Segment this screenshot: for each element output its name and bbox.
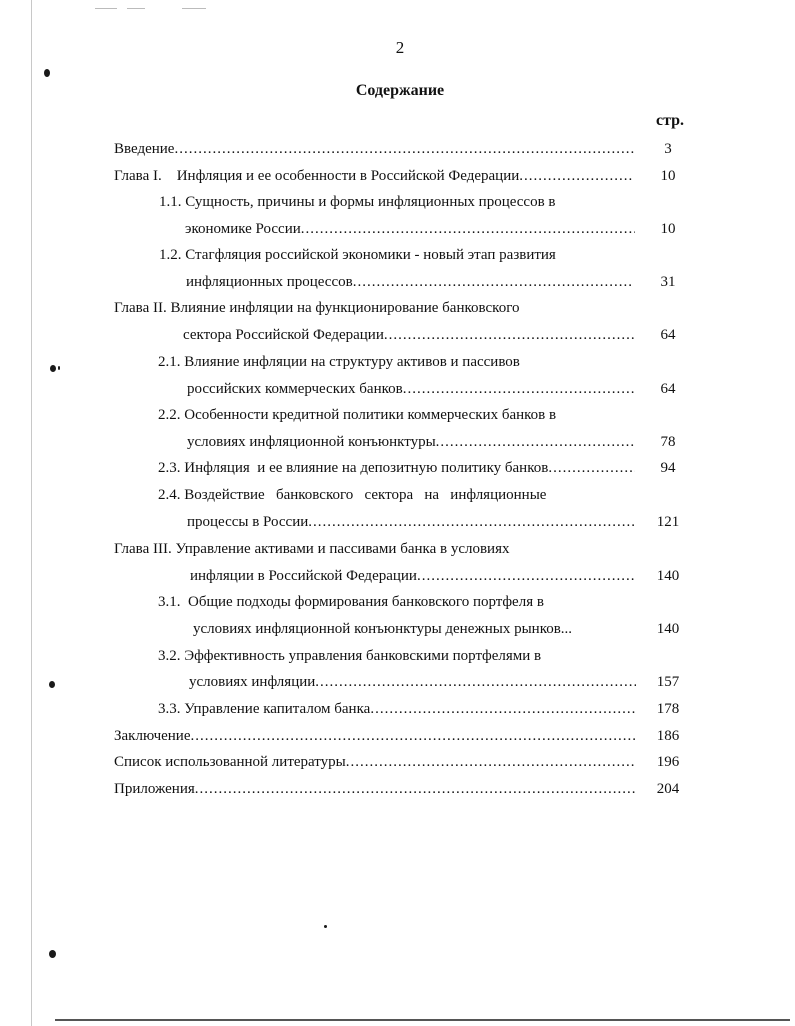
binding-hole-mark [49, 950, 56, 958]
binding-hole-mark [50, 365, 56, 372]
toc-entry-title: 3.3. Управление капиталом банка [158, 701, 371, 717]
toc-entry [158, 698, 636, 720]
toc-entry-title: Введение [114, 141, 175, 157]
toc-entry-page: 140 [656, 621, 680, 637]
toc-entry-page: 121 [656, 514, 680, 530]
toc-entry-title-cont: процессы в России [187, 514, 309, 530]
toc-entry [114, 725, 636, 747]
toc-entry [114, 165, 632, 187]
scan-left-edge [31, 0, 32, 1026]
scan-speck [324, 925, 327, 928]
toc-entry-title: 1.1. Сущность, причины и формы инфляционных процессов в [159, 194, 556, 210]
toc-entry-title: 3.2. Эффективность управления банковскими портфелями в [158, 648, 542, 664]
toc-entry [186, 271, 634, 293]
toc-entry-title: 2.4. Воздействие банковского сектора на инфляционные [158, 487, 547, 503]
toc-entry-title-cont: российских коммерческих банков [187, 381, 403, 397]
scan-top-mark [182, 8, 206, 9]
toc-entry-page: 178 [656, 701, 680, 717]
toc-entry-page: 196 [656, 754, 680, 770]
toc-entry-page: 140 [656, 568, 680, 584]
toc-entry [189, 671, 636, 693]
toc-entry [183, 324, 635, 346]
toc-entry-title: 2.1. Влияние инфляции на структуру активов и пассивов [158, 354, 520, 370]
toc-entry [185, 218, 635, 240]
toc-entry-page: 94 [660, 460, 676, 476]
page-number: 2 [395, 38, 405, 57]
toc-entry-page: 78 [660, 434, 676, 450]
toc-entry-title-cont: инфляционных процессов [186, 274, 353, 290]
toc-entry [187, 431, 634, 453]
toc-entry-title: Глава II. Влияние инфляции на функционирование банковского [114, 300, 520, 316]
scan-top-mark [127, 8, 145, 9]
toc-entry-title: Список использованной литературы [114, 754, 346, 770]
toc-entry [114, 138, 634, 160]
toc-entry-page: 157 [656, 674, 680, 690]
toc-entry [187, 378, 634, 400]
toc-entry-page: 64 [660, 381, 676, 397]
toc-entry [190, 565, 636, 587]
toc-entry-title-cont: сектора Российской Федерации [183, 327, 384, 343]
scan-bottom-rule [55, 1019, 790, 1021]
toc-entry-page: 204 [656, 781, 680, 797]
toc-entry-title: 3.1. Общие подходы формирования банковского портфеля в [158, 594, 544, 610]
toc-entry-page: 64 [660, 327, 676, 343]
toc-entry [114, 751, 636, 773]
toc-entry [114, 778, 636, 800]
page-column-header: стр. [655, 112, 685, 129]
toc-entry-title: Глава I. Инфляция и ее особенности в Российской Федерации [114, 168, 520, 184]
toc-entry-page: 10 [660, 168, 676, 184]
toc-entry [158, 457, 635, 479]
toc-entry-page: 31 [660, 274, 676, 290]
toc-entry-title-cont: условиях инфляции [189, 674, 316, 690]
toc-entry [187, 511, 635, 533]
scan-speck [58, 366, 60, 370]
toc-entry-title: Глава III. Управление активами и пассивами банка в условиях [114, 541, 510, 557]
scan-top-mark [95, 8, 117, 9]
toc-entry-title: 1.2. Стагфляция российской экономики - новый этап развития [159, 247, 556, 263]
toc-entry-page: 3 [664, 141, 672, 157]
toc-entry-title-cont: экономике России [185, 221, 301, 237]
toc-entry-title: Заключение [114, 728, 191, 744]
toc-entry-title: 2.2. Особенности кредитной политики коммерческих банков в [158, 407, 557, 423]
toc-entry-title-cont: условиях инфляционной конъюнктуры денежных рынков... [193, 621, 573, 637]
toc-entry-page: 10 [660, 221, 676, 237]
binding-hole-mark [44, 69, 50, 77]
toc-entry-title-cont: инфляции в Российской Федерации [190, 568, 417, 584]
toc-entry-title: 2.3. Инфляция и ее влияние на депозитную политику банков [158, 460, 549, 476]
toc-entry-page: 186 [656, 728, 680, 744]
toc-entry-title: Приложения [114, 781, 195, 797]
page-title: Содержание [355, 82, 445, 99]
toc-entry-title-cont: условиях инфляционной конъюнктуры [187, 434, 436, 450]
binding-hole-mark [49, 681, 55, 688]
